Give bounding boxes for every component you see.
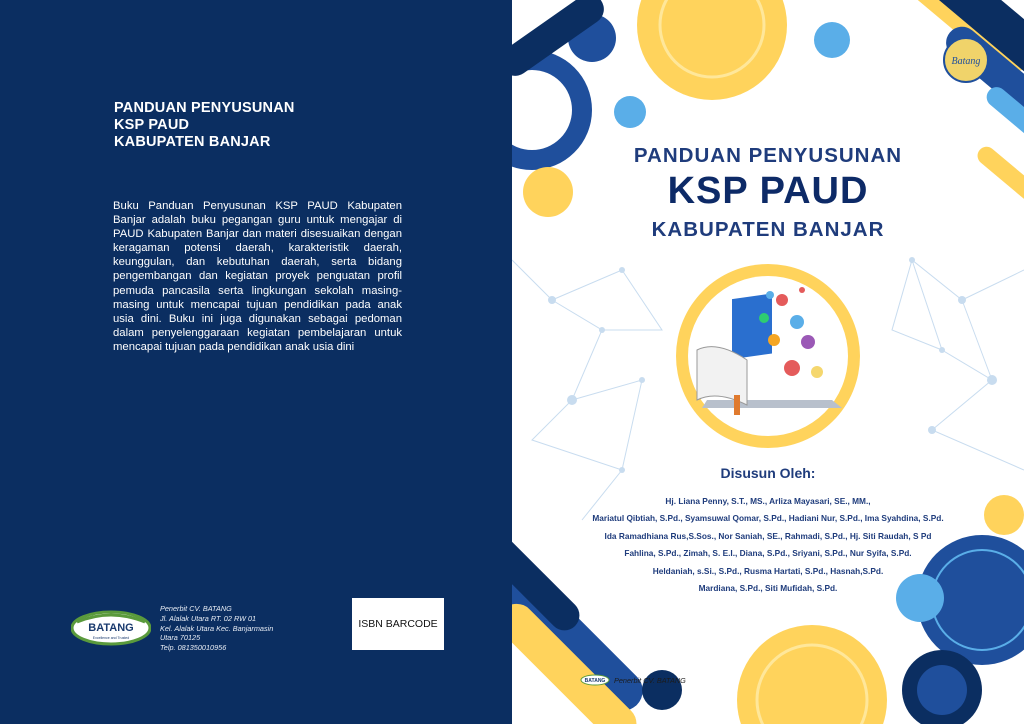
authors-list [512, 493, 1024, 597]
author-line: Heldaniah, s.Si., S.Pd., Rusma Hartati, S.Pd., Hasnah,S.Pd. [652, 565, 884, 576]
back-title [114, 100, 295, 151]
back-title-line: KABUPATEN BANJAR [114, 134, 271, 150]
author-line: Fahlina, S.Pd., Zimah, S. E.I., Diana, S.Pd., Sriyani, S.Pd., Nur Syifa, S.Pd. [624, 548, 912, 559]
front-cover [512, 0, 1024, 724]
publisher-logo-text: BATANG [88, 622, 134, 634]
deco-circle [917, 665, 967, 715]
publisher-info [160, 604, 273, 653]
decorative-background [512, 0, 1024, 724]
deco-circle [737, 625, 887, 724]
publisher-logo-tagline: Excellence and Trusted [92, 636, 130, 640]
title-line-3: KABUPATEN BANJAR [651, 218, 885, 241]
publisher-line: Jl. Alalak Utara RT. 02 RW 01 [160, 613, 257, 623]
author-line: Mardiana, S.Pd., Siti Mufidah, S.Pd. [698, 583, 838, 594]
back-title-line: PANDUAN PENYUSUNAN [114, 100, 295, 116]
disusun-heading: Disusun Oleh: [720, 465, 816, 481]
author-line: Hj. Liana Penny, S.T., MS., Arliza Mayasari, SE., MM., [665, 496, 871, 506]
author-line: Mariatul Qibtiah, S.Pd., Syamsuwal Qomar, S.Pd., Hadiani Nur, S.Pd., Ima Syahdina, S.Pd. [592, 513, 944, 524]
back-title-line: KSP PAUD [114, 117, 190, 133]
title-line-2: KSP PAUD [667, 170, 869, 212]
publisher-line: Utara 70125 [160, 633, 201, 643]
publisher-line: Kel. Alalak Utara Kec. Banjarmasin [160, 623, 274, 633]
author-line: Ida Ramadhiana Rus,S.Sos., Nor Saniah, SE., Rahmadi, S.Pd., Hj. Siti Raudah, S Pd [604, 530, 932, 541]
publisher-logo [71, 610, 151, 646]
deco-circle [814, 22, 850, 58]
deco-circle [614, 96, 646, 128]
title-line-1: PANDUAN PENYUSUNAN [633, 144, 903, 167]
back-blurb: Buku Panduan Penyusunan KSP PAUD Kabupaten Banjar adalah buku pegangan guru untuk mengajar di PAUD Kabupaten Banjar dan materi disesuaikan dengan keragaman potensi daerah, karakteristik daerah, keunggulan, dan kebutuhan daerah, serta bidang pengembangan dan kegiatan proyek penguatan profil pemuda pancasila serta lingkungan sekolah masing-masing untuk mencapai tujuan pendidikan pada anak usia dini. Buku ini juga digunakan sebagai pedoman dalam penyelenggaraan kegiatan pembelajaran untuk mencapai tujuan pada pendidikan anak usia dini [113, 200, 402, 353]
badge-text: Batang [951, 56, 981, 67]
front-publisher-logo [580, 674, 610, 686]
isbn-barcode-box: ISBN BARCODE [352, 598, 444, 650]
front-logo-text: BATANG [584, 678, 606, 684]
front-publisher: Penerbit CV. BATANG [614, 676, 686, 685]
publisher-line: Telp. 081350010956 [160, 643, 227, 653]
batang-badge-logo [942, 36, 990, 84]
publisher-line: Penerbit CV. BATANG [160, 604, 232, 613]
